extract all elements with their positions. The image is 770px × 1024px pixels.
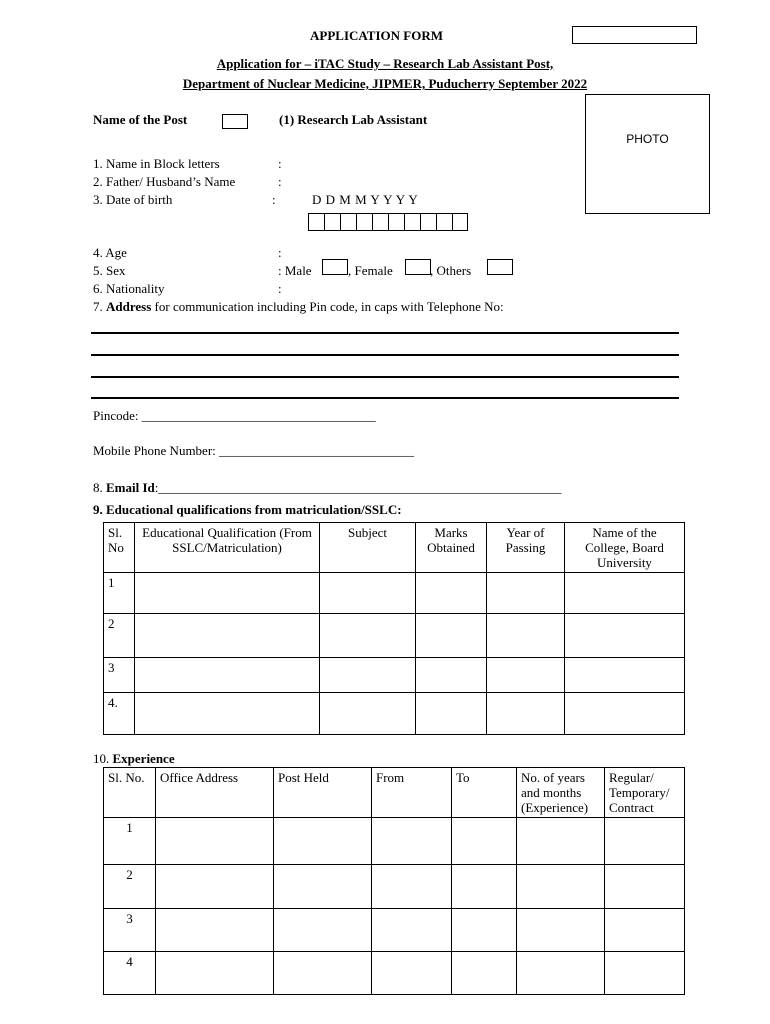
- age-label: 4. Age: [93, 245, 127, 260]
- edu-header-sl: Sl. No: [104, 523, 135, 573]
- exp-header-to: To: [452, 768, 517, 818]
- nationality-label: 6. Nationality: [93, 281, 165, 296]
- edu-row-number: 1: [104, 573, 135, 614]
- edu-header-marks: Marks Obtained: [416, 523, 487, 573]
- exp-header-type: Regular/ Temporary/ Contract: [605, 768, 685, 818]
- mobile-field[interactable]: Mobile Phone Number: ______________________________: [93, 443, 415, 458]
- form-title: APPLICATION FORM: [310, 28, 444, 43]
- table-row[interactable]: [104, 818, 685, 865]
- edu-cell[interactable]: [416, 693, 487, 735]
- edu-cell[interactable]: [135, 658, 320, 693]
- email-number: 8.: [93, 480, 106, 495]
- father-label: 2. Father/ Husband’s Name: [93, 174, 236, 189]
- edu-cell[interactable]: [565, 573, 685, 614]
- sex-female-checkbox[interactable]: [405, 259, 431, 275]
- email-field[interactable]: [93, 480, 561, 496]
- sex-male-checkbox[interactable]: [322, 259, 348, 275]
- exp-cell[interactable]: [605, 952, 685, 995]
- edu-cell[interactable]: [135, 614, 320, 658]
- exp-cell[interactable]: [274, 952, 372, 995]
- exp-cell[interactable]: [156, 952, 274, 995]
- exp-cell[interactable]: [517, 952, 605, 995]
- edu-cell[interactable]: [487, 573, 565, 614]
- exp-cell[interactable]: [156, 909, 274, 952]
- exp-cell[interactable]: [372, 909, 452, 952]
- edu-cell[interactable]: [416, 614, 487, 658]
- address-line-3[interactable]: [91, 376, 679, 378]
- edu-row-number: 4.: [104, 693, 135, 735]
- table-row[interactable]: [104, 952, 685, 995]
- exp-row-number: 3: [104, 909, 156, 952]
- post-checkbox[interactable]: [222, 114, 248, 129]
- pincode-field[interactable]: Pincode: ____________________________________: [93, 408, 376, 423]
- edu-header-year: Year of Passing: [487, 523, 565, 573]
- exp-cell[interactable]: [274, 909, 372, 952]
- edu-cell[interactable]: [565, 614, 685, 658]
- edu-cell[interactable]: [320, 573, 416, 614]
- exp-cell[interactable]: [372, 952, 452, 995]
- nationality-colon: :: [278, 281, 282, 296]
- edu-header-qualification: Educational Qualification (From SSLC/Matriculation): [135, 523, 320, 573]
- post-value: (1) Research Lab Assistant: [279, 112, 428, 127]
- sex-label: 5. Sex: [93, 263, 126, 278]
- exp-cell[interactable]: [372, 818, 452, 865]
- exp-cell[interactable]: [452, 952, 517, 995]
- edu-cell[interactable]: [135, 693, 320, 735]
- name-label: 1. Name in Block letters: [93, 156, 220, 171]
- edu-row-number: 2: [104, 614, 135, 658]
- address-line-2[interactable]: [91, 354, 679, 356]
- edu-cell[interactable]: [487, 693, 565, 735]
- exp-cell[interactable]: [156, 818, 274, 865]
- exp-header-sl: Sl. No.: [104, 768, 156, 818]
- experience-header-row: [104, 768, 685, 818]
- dob-input-grid[interactable]: [308, 213, 468, 231]
- photo-box[interactable]: [585, 94, 710, 214]
- edu-cell[interactable]: [565, 658, 685, 693]
- edu-cell[interactable]: [416, 573, 487, 614]
- name-colon: :: [278, 156, 282, 171]
- exp-cell[interactable]: [517, 865, 605, 909]
- exp-cell[interactable]: [452, 865, 517, 909]
- form-number-box[interactable]: [572, 26, 697, 44]
- exp-cell[interactable]: [274, 818, 372, 865]
- experience-table: [103, 767, 685, 995]
- dob-colon: :: [272, 192, 276, 207]
- table-row[interactable]: [104, 573, 685, 614]
- exp-header-years: No. of years and months (Experience): [517, 768, 605, 818]
- address-label: [93, 299, 504, 315]
- exp-cell[interactable]: [517, 818, 605, 865]
- table-row[interactable]: [104, 693, 685, 735]
- form-subtitle-line1: Application for – iTAC Study – Research Lab Assistant Post,: [216, 56, 554, 71]
- address-line-1[interactable]: [91, 332, 679, 334]
- address-rest: for communication including Pin code, in caps with Telephone No:: [151, 299, 504, 314]
- exp-cell[interactable]: [452, 818, 517, 865]
- experience-number: 10.: [93, 751, 113, 766]
- experience-label: Experience: [112, 751, 175, 766]
- edu-row-number: 3: [104, 658, 135, 693]
- table-row[interactable]: [104, 865, 685, 909]
- exp-row-number: 2: [104, 865, 156, 909]
- education-heading: 9. Educational qualifications from matriculation/SSLC:: [93, 502, 402, 517]
- father-colon: :: [278, 174, 282, 189]
- address-bold-word: Address: [106, 299, 152, 314]
- exp-cell[interactable]: [452, 909, 517, 952]
- form-subtitle-line2: Department of Nuclear Medicine, JIPMER, Puducherry September 2022: [182, 76, 588, 91]
- table-row[interactable]: [104, 614, 685, 658]
- experience-heading: [93, 751, 175, 767]
- address-line-4[interactable]: [91, 397, 679, 399]
- exp-row-number: 4: [104, 952, 156, 995]
- edu-cell[interactable]: [487, 658, 565, 693]
- table-row[interactable]: [104, 909, 685, 952]
- sex-others-label: , Others: [430, 263, 472, 278]
- edu-header-college: Name of the College, Board University: [565, 523, 685, 573]
- address-number: 7.: [93, 299, 106, 314]
- exp-cell[interactable]: [605, 909, 685, 952]
- table-row[interactable]: [104, 658, 685, 693]
- edu-cell[interactable]: [416, 658, 487, 693]
- email-line: :______________________________________________________________: [154, 480, 562, 495]
- email-label: Email Id: [106, 480, 155, 495]
- edu-header-subject: Subject: [320, 523, 416, 573]
- sex-male-label: : Male: [278, 263, 312, 278]
- edu-cell[interactable]: [320, 658, 416, 693]
- exp-cell[interactable]: [372, 865, 452, 909]
- edu-cell[interactable]: [320, 693, 416, 735]
- sex-others-checkbox[interactable]: [487, 259, 513, 275]
- exp-cell[interactable]: [274, 865, 372, 909]
- edu-cell[interactable]: [487, 614, 565, 658]
- dob-format: D D M M Y Y Y Y: [312, 192, 419, 207]
- post-label: Name of the Post: [93, 112, 188, 127]
- exp-row-number: 1: [104, 818, 156, 865]
- education-header-row: [104, 523, 685, 573]
- dob-label: 3. Date of birth: [93, 192, 173, 207]
- exp-cell[interactable]: [605, 818, 685, 865]
- photo-label: PHOTO: [626, 132, 669, 146]
- exp-cell[interactable]: [517, 909, 605, 952]
- sex-female-label: , Female: [348, 263, 393, 278]
- age-colon: :: [278, 245, 282, 260]
- edu-cell[interactable]: [565, 693, 685, 735]
- edu-cell[interactable]: [135, 573, 320, 614]
- exp-header-from: From: [372, 768, 452, 818]
- exp-cell[interactable]: [156, 865, 274, 909]
- edu-cell[interactable]: [320, 614, 416, 658]
- exp-cell[interactable]: [605, 865, 685, 909]
- exp-header-post: Post Held: [274, 768, 372, 818]
- education-table: [103, 522, 685, 735]
- exp-header-office: Office Address: [156, 768, 274, 818]
